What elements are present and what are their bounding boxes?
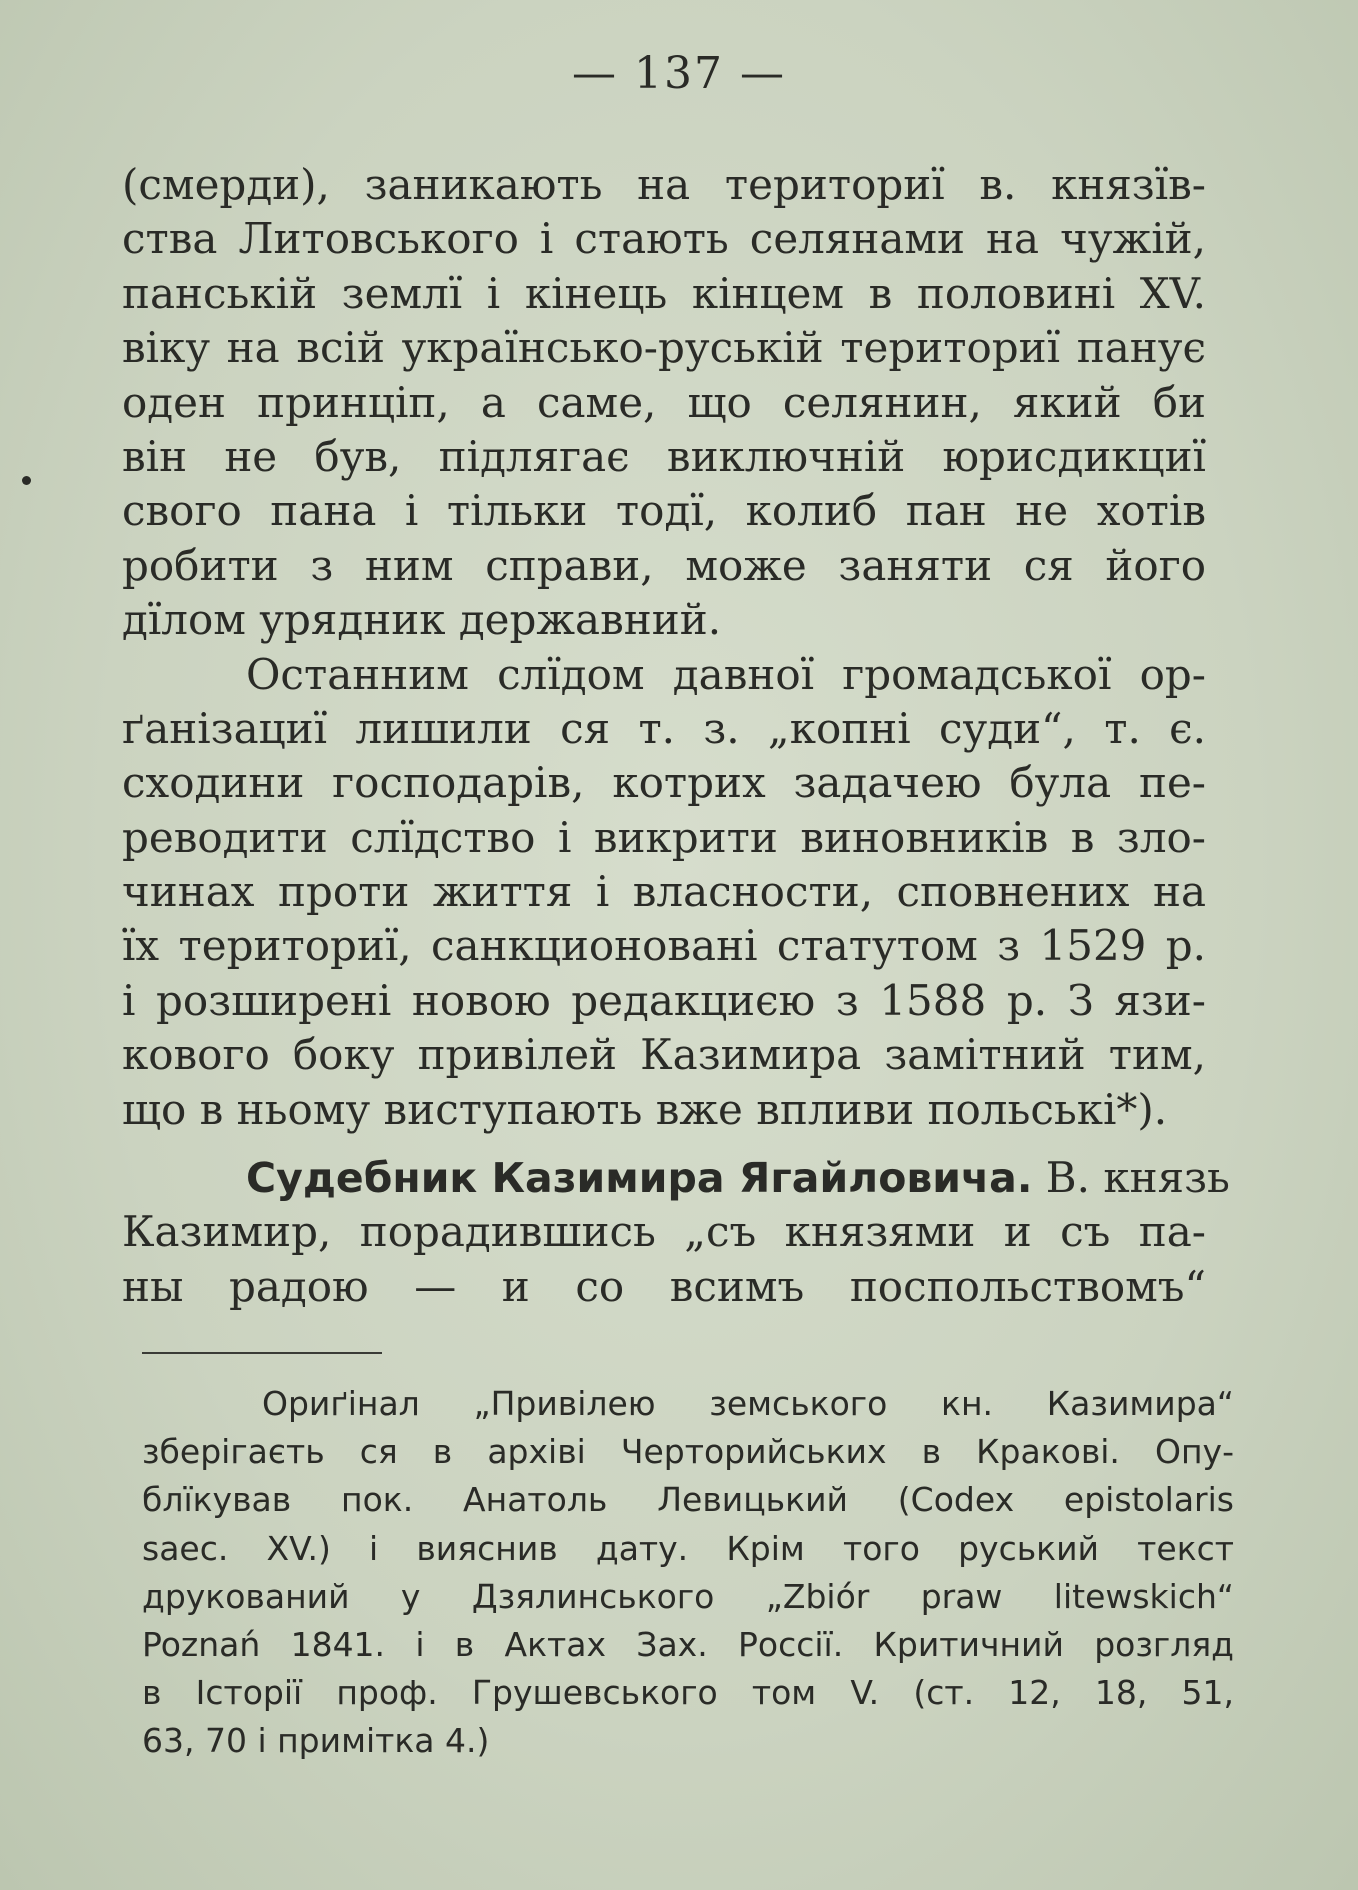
text-line: оден принціп, а саме, що селянин, який би [122, 377, 1206, 427]
footnote-line: в Історії проф. Грушевського том V. (ст. 12, 18, 51, [142, 1673, 1234, 1713]
text-line: що в ньому виступають вже впливи польські*). [122, 1084, 1168, 1134]
footnote-line: зберігаєть ся в архіві Черторийських в Кракові. Опу- [142, 1432, 1234, 1472]
text-line: свого пана і тільки тодї, колиб пан не хотів [122, 486, 1206, 536]
text-line: Останним слїдом давної громадської ор- [246, 649, 1206, 699]
text-line: ны радою — и со всимъ поспольствомъ“ [122, 1261, 1206, 1311]
paragraph-2 [122, 648, 1206, 1138]
text-line: ства Литовського і стають селянами на чужій, [122, 214, 1206, 264]
text-line: реводити слїдство і викрити виновників в зло- [122, 812, 1206, 862]
text-line: (смерди), заникають на териториї в. князїв- [122, 160, 1206, 209]
paragraph-3 [122, 1151, 1230, 1314]
text-line: дїлом урядник державний. [122, 595, 722, 645]
section-heading-line [122, 1151, 1230, 1205]
footnote-line: друкований у Дзялинського „Zbiór praw litewskich“ [142, 1576, 1234, 1616]
footnote-line: Ориґінал „Привілею земського кн. Казимира“ [262, 1384, 1234, 1423]
footnote [142, 1380, 1234, 1766]
text-line: чинах проти життя і власности, сповнених на [122, 867, 1206, 917]
text-line: сходини господарів, котрих задачею була пе- [122, 758, 1206, 808]
text-line: робити з ним справи, може заняти ся його [122, 540, 1206, 590]
ink-speck [22, 476, 31, 485]
footnote-line: блїкував пок. Анатоль Левицький (Codex epistolaris [142, 1480, 1234, 1520]
text-line: Казимир, порадившись „съ князями и съ па- [122, 1207, 1206, 1257]
page-number: — 137 — [572, 48, 786, 99]
text-line: і розширені новою редакциєю з 1588 р. З язи- [122, 975, 1206, 1025]
text-run: В. князь [1045, 1153, 1230, 1203]
text-line: ґанізациї лишили ся т. з. „копні суди“, т. є. [122, 703, 1206, 753]
footnote-line: Poznań 1841. і в Актах Зах. Россії. Критичний розгляд [142, 1624, 1234, 1664]
text-line: віку на всій українсько-руській териториї панує [122, 323, 1206, 373]
text-line: він не був, підлягає виключній юрисдикциї [122, 431, 1206, 481]
footnote-line: saec. XV.) і вияснив дату. Крім того руський текст [142, 1528, 1234, 1568]
footnote-divider [142, 1352, 382, 1354]
text-line: панській землї і кінець кінцем в половині XV. [122, 268, 1206, 318]
paragraph-1 [122, 158, 1206, 648]
footnote-line: 63, 70 і примітка 4.) [142, 1721, 490, 1761]
text-line: їх териториї, санкционовані статутом з 1529 р. [122, 921, 1206, 971]
text-line: кового боку привілей Казимира замітний тим, [122, 1030, 1206, 1080]
main-text [122, 158, 1230, 1314]
section-heading: Судебник Казимира Ягайловича. [246, 1154, 1033, 1203]
